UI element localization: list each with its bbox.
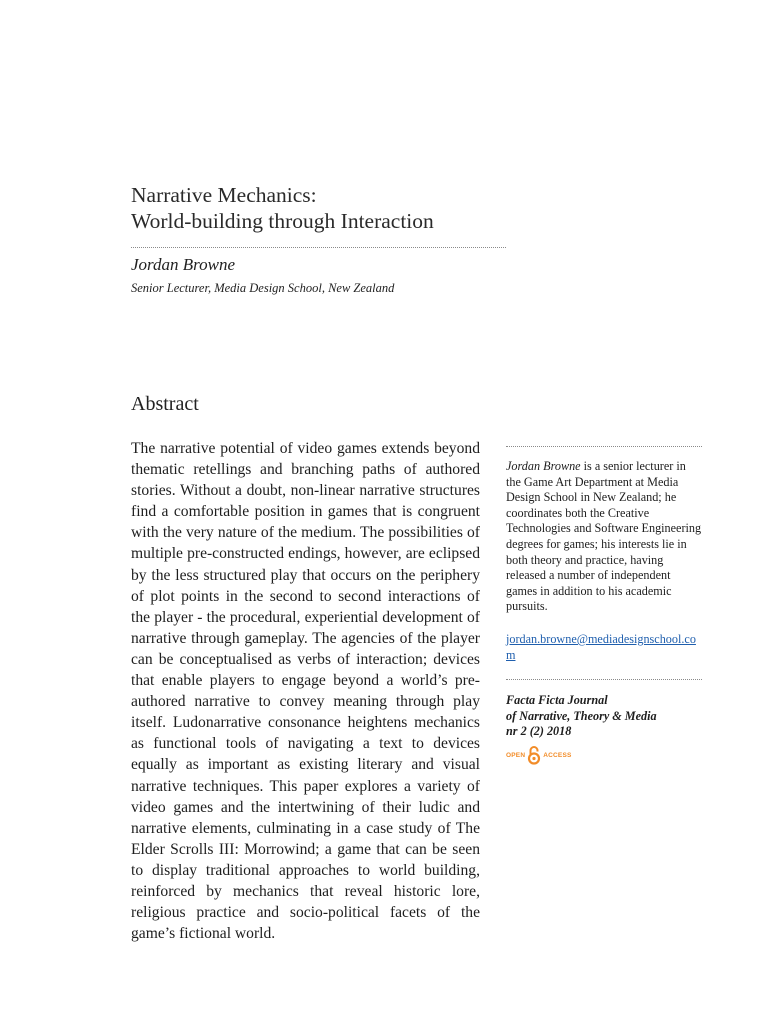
journal-citation [506, 693, 702, 740]
open-access-badge [506, 745, 572, 765]
abstract-heading: Abstract [131, 393, 199, 415]
journal-name: Facta Ficta Journal [506, 693, 608, 707]
journal-issue: nr 2 (2) 2018 [506, 724, 572, 739]
title-line-1: Narrative Mechanics: [131, 183, 317, 207]
open-access-label-right: ACCESS [543, 751, 572, 759]
article-title [131, 182, 511, 234]
abstract-text: The narrative potential of video games extends beyond thematic retellings and branching paths of authored stories. Without a doubt, non-linear narrative structures find a comfortable position in games that is congruent with the very nature of the medium. The possibilities of multiple pre-constructed endings, however, are eclipsed by the less structured play that occurs on the periphery of plot points in the second to second interactions of the player - the procedural, experiential development of narrative through gameplay. The agencies of the player can be conceptualised as verbs of interaction; devices that enable players to engage beyond a world’s pre-authored narrative to convey meaning through play itself. Ludonarrative consonance heightens mechanics as functional tools of navigating a text to devices equally as important as existing literary and visual narrative techniques. This paper explores a variety of video games and the intertwining of their ludic and narrative elements, culminating in a case study of The Elder Scrolls III: Morrowind; a game that can be seen to display traditional approaches to world building, reinforced by mechanics that reveal historic lore, religious practice and socio-political facets of the game’s fictional world. [131, 440, 480, 943]
author-email-link[interactable]: jordan.browne@mediadesignschool.com [506, 632, 696, 662]
author-affiliation: Senior Lecturer, Media Design School, New Zealand [131, 281, 395, 295]
sidebar-divider-bottom [506, 679, 702, 680]
bio-text: is a senior lecturer in the Game Art Department at Media Design School in New Zealand; he coordinates both the Creative Technologies and Software Engineering degrees for games; his interests lie in both theory and practice, having released a number of independent games in addition to his academic pursuits. [506, 459, 702, 614]
bio-author-name: Jordan Browne [506, 459, 581, 473]
title-divider [131, 247, 506, 248]
journal-subtitle: of Narrative, Theory & Media [506, 708, 657, 723]
open-access-label-left: OPEN [506, 751, 526, 759]
sidebar-divider-top [506, 446, 702, 447]
author-bio [506, 459, 702, 615]
open-access-lock-icon [527, 745, 541, 765]
author-name: Jordan Browne [131, 255, 236, 274]
title-line-2: World-building through Interaction [131, 209, 434, 233]
